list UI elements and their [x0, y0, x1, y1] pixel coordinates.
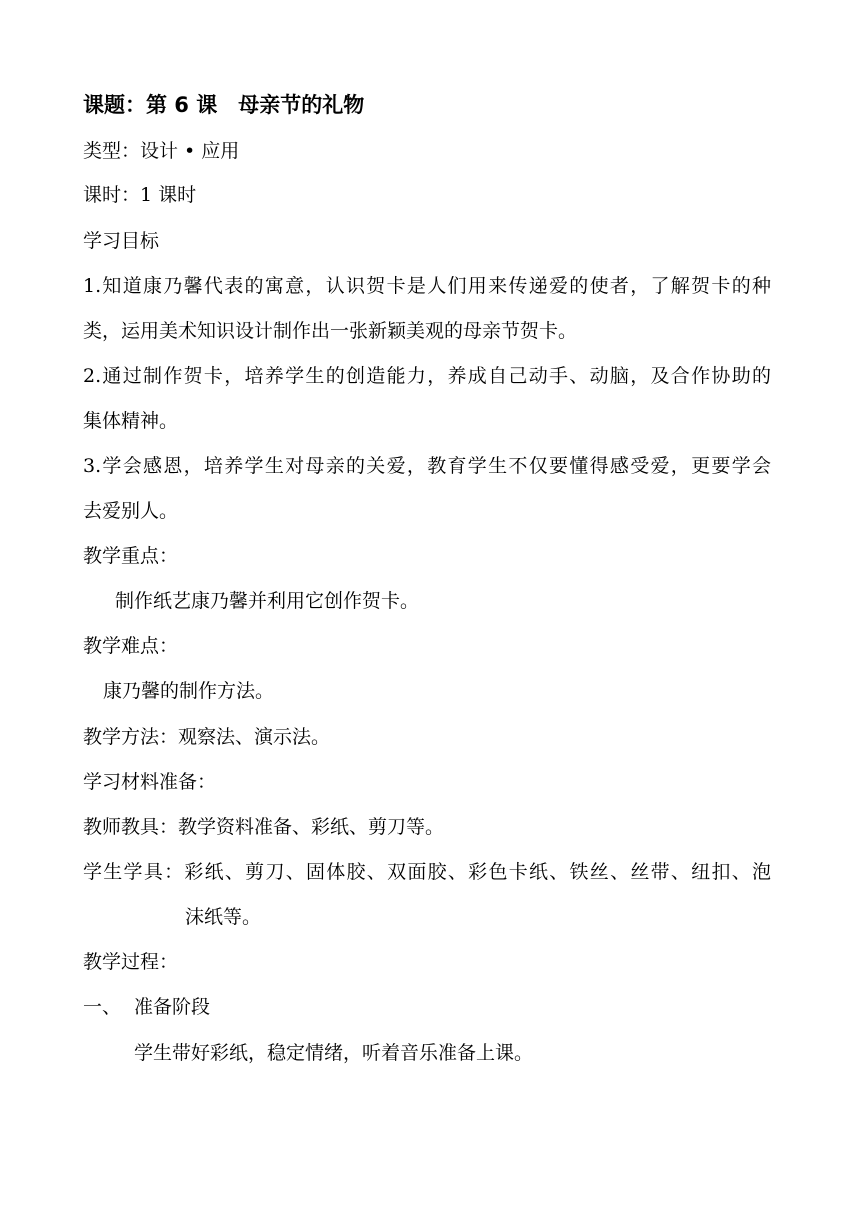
student-tools-line-1: 学生学具：彩纸、剪刀、固体胶、双面胶、彩色卡纸、铁丝、丝带、纽扣、泡 [83, 861, 771, 883]
objective-3-line-2: 去爱别人。 [83, 500, 179, 522]
objective-3-line-1: 3.学会感恩，培养学生对母亲的关爱，教育学生不仅要懂得感受爱，更要学会 [83, 455, 771, 477]
process-heading: 教学过程： [83, 951, 179, 973]
objective-2-line-1: 2.通过制作贺卡，培养学生的创造能力，养成自己动手、动脑，及合作协助的 [83, 365, 771, 387]
objective-1-line-2: 类，运用美术知识设计制作出一张新颖美观的母亲节贺卡。 [83, 320, 578, 342]
objective-1-line-1: 1.知道康乃馨代表的寓意，认识贺卡是人们用来传递爱的使者，了解贺卡的种 [83, 275, 771, 297]
student-tools-line-2: 沫纸等。 [185, 906, 262, 928]
stage-1-title: 准备阶段 [134, 996, 211, 1018]
objective-2-line-2: 集体精神。 [83, 410, 179, 432]
difficulty-heading: 教学难点： [83, 635, 179, 657]
key-point-text: 制作纸艺康乃馨并利用它创作贺卡。 [115, 590, 420, 612]
lesson-title: 课题：第 6 课 母亲节的礼物 [83, 93, 365, 117]
teacher-tools: 教师教具：教学资料准备、彩纸、剪刀等。 [83, 816, 445, 838]
teaching-method: 教学方法：观察法、演示法。 [83, 726, 331, 748]
lesson-hours: 课时：1 课时 [83, 184, 197, 206]
difficulty-text: 康乃馨的制作方法。 [103, 680, 275, 702]
stage-1-number: 一、 [83, 996, 122, 1018]
lesson-type: 类型：设计 • 应用 [83, 140, 240, 162]
stage-1-text: 学生带好彩纸，稳定情绪，听着音乐准备上课。 [134, 1042, 534, 1064]
key-point-heading: 教学重点： [83, 545, 179, 567]
materials-heading: 学习材料准备： [83, 771, 217, 793]
objectives-heading: 学习目标 [83, 230, 160, 252]
